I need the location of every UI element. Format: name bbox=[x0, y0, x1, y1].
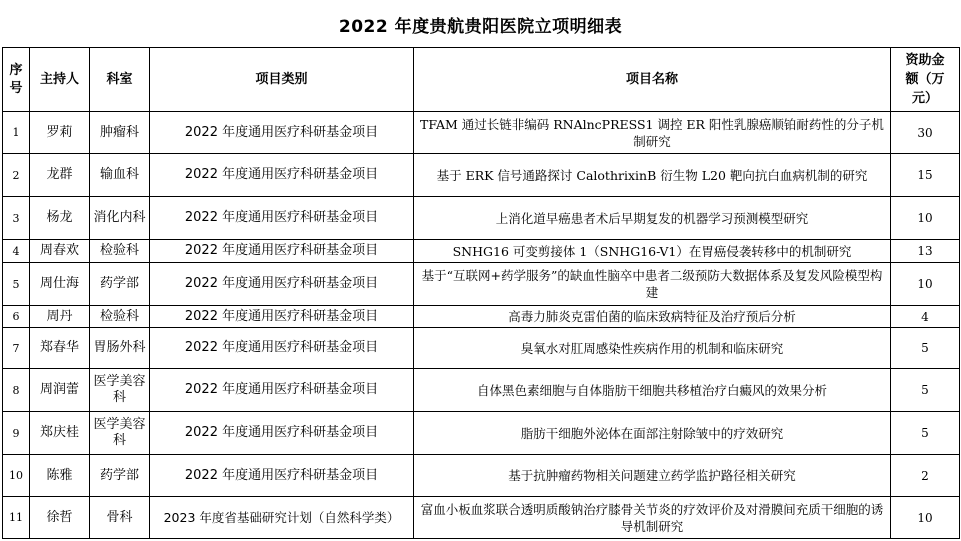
row-host: 罗莉 bbox=[30, 112, 90, 154]
row-host: 周丹 bbox=[30, 306, 90, 328]
row-seq: 9 bbox=[3, 412, 30, 455]
row-funding: 15 bbox=[891, 154, 960, 197]
row-dept: 药学部 bbox=[90, 263, 150, 306]
row-seq: 2 bbox=[3, 154, 30, 197]
row-funding: 10 bbox=[891, 263, 960, 306]
row-category: 2022 年度通用医疗科研基金项目 bbox=[150, 328, 414, 369]
row-category: 2022 年度通用医疗科研基金项目 bbox=[150, 154, 414, 197]
row-funding: 10 bbox=[891, 197, 960, 240]
header-seq: 序号 bbox=[3, 48, 30, 112]
header-dept: 科室 bbox=[90, 48, 150, 112]
row-funding: 5 bbox=[891, 369, 960, 412]
table-row bbox=[3, 455, 960, 497]
row-project-name: 富血小板血浆联合透明质酸钠治疗膝骨关节炎的疗效评价及对滑膜间充质干细胞的诱导机制研究 bbox=[414, 497, 891, 539]
row-project-name: 基于“互联网+药学服务”的缺血性脑卒中患者二级预防大数据体系及复发风险模型构建 bbox=[414, 263, 891, 306]
row-host: 杨龙 bbox=[30, 197, 90, 240]
row-seq: 8 bbox=[3, 369, 30, 412]
table-row bbox=[3, 154, 960, 197]
row-project-name: 自体黑色素细胞与自体脂肪干细胞共移植治疗白癜风的效果分析 bbox=[414, 369, 891, 412]
row-funding: 4 bbox=[891, 306, 960, 328]
page-title: 2022 年度贵航贵阳医院立项明细表 bbox=[338, 17, 623, 37]
header-funding: 资助金额（万元） bbox=[891, 48, 960, 112]
row-dept: 消化内科 bbox=[90, 197, 150, 240]
row-category: 2022 年度通用医疗科研基金项目 bbox=[150, 412, 414, 455]
row-host: 龙群 bbox=[30, 154, 90, 197]
row-funding: 30 bbox=[891, 112, 960, 154]
table-row bbox=[3, 240, 960, 263]
row-host: 徐哲 bbox=[30, 497, 90, 539]
row-category: 2022 年度通用医疗科研基金项目 bbox=[150, 455, 414, 497]
row-category: 2022 年度通用医疗科研基金项目 bbox=[150, 240, 414, 263]
row-dept: 输血科 bbox=[90, 154, 150, 197]
row-host: 郑庆桂 bbox=[30, 412, 90, 455]
row-funding: 10 bbox=[891, 497, 960, 539]
row-funding: 13 bbox=[891, 240, 960, 263]
row-dept: 检验科 bbox=[90, 306, 150, 328]
row-project-name: 基于抗肿瘤药物相关问题建立药学监护路径相关研究 bbox=[414, 455, 891, 497]
row-seq: 7 bbox=[3, 328, 30, 369]
row-category: 2022 年度通用医疗科研基金项目 bbox=[150, 197, 414, 240]
row-category: 2022 年度通用医疗科研基金项目 bbox=[150, 306, 414, 328]
row-funding: 5 bbox=[891, 412, 960, 455]
row-project-name: 高毒力肺炎克雷伯菌的临床致病特征及治疗预后分析 bbox=[414, 306, 891, 328]
row-host: 郑春华 bbox=[30, 328, 90, 369]
row-seq: 11 bbox=[3, 497, 30, 539]
row-seq: 10 bbox=[3, 455, 30, 497]
table-row bbox=[3, 263, 960, 306]
table-row bbox=[3, 197, 960, 240]
row-dept: 药学部 bbox=[90, 455, 150, 497]
row-host: 周春欢 bbox=[30, 240, 90, 263]
row-seq: 6 bbox=[3, 306, 30, 328]
row-host: 陈雅 bbox=[30, 455, 90, 497]
row-category: 2022 年度通用医疗科研基金项目 bbox=[150, 112, 414, 154]
table-header-row bbox=[3, 48, 960, 112]
row-category: 2022 年度通用医疗科研基金项目 bbox=[150, 263, 414, 306]
header-category: 项目类别 bbox=[150, 48, 414, 112]
row-project-name: 脂肪干细胞外泌体在面部注射除皱中的疗效研究 bbox=[414, 412, 891, 455]
table-row bbox=[3, 306, 960, 328]
row-category: 2023 年度省基础研究计划（自然科学类） bbox=[150, 497, 414, 539]
row-dept: 医学美容科 bbox=[90, 369, 150, 412]
row-project-name: SNHG16 可变剪接体 1（SNHG16-V1）在胃癌侵袭转移中的机制研究 bbox=[414, 240, 891, 263]
row-dept: 胃肠外科 bbox=[90, 328, 150, 369]
row-project-name: TFAM 通过长链非编码 RNAlncPRESS1 调控 ER 阳性乳腺癌顺铂耐药性的分子机制研究 bbox=[414, 112, 891, 154]
row-host: 周润蕾 bbox=[30, 369, 90, 412]
header-name: 项目名称 bbox=[414, 48, 891, 112]
row-funding: 5 bbox=[891, 328, 960, 369]
row-host: 周仕海 bbox=[30, 263, 90, 306]
row-project-name: 上消化道早癌患者术后早期复发的机器学习预测模型研究 bbox=[414, 197, 891, 240]
row-project-name: 臭氧水对肛周感染性疾病作用的机制和临床研究 bbox=[414, 328, 891, 369]
project-table bbox=[2, 47, 960, 539]
row-project-name: 基于 ERK 信号通路探讨 CalothrixinB 衍生物 L20 靶向抗白血病机制的研究 bbox=[414, 154, 891, 197]
table-row bbox=[3, 369, 960, 412]
row-category: 2022 年度通用医疗科研基金项目 bbox=[150, 369, 414, 412]
row-dept: 肿瘤科 bbox=[90, 112, 150, 154]
table-row bbox=[3, 497, 960, 539]
row-seq: 3 bbox=[3, 197, 30, 240]
row-funding: 2 bbox=[891, 455, 960, 497]
row-dept: 骨科 bbox=[90, 497, 150, 539]
table-row bbox=[3, 112, 960, 154]
row-dept: 医学美容科 bbox=[90, 412, 150, 455]
row-seq: 1 bbox=[3, 112, 30, 154]
header-host: 主持人 bbox=[30, 48, 90, 112]
row-seq: 4 bbox=[3, 240, 30, 263]
table-row bbox=[3, 328, 960, 369]
row-dept: 检验科 bbox=[90, 240, 150, 263]
table-row bbox=[3, 412, 960, 455]
row-seq: 5 bbox=[3, 263, 30, 306]
